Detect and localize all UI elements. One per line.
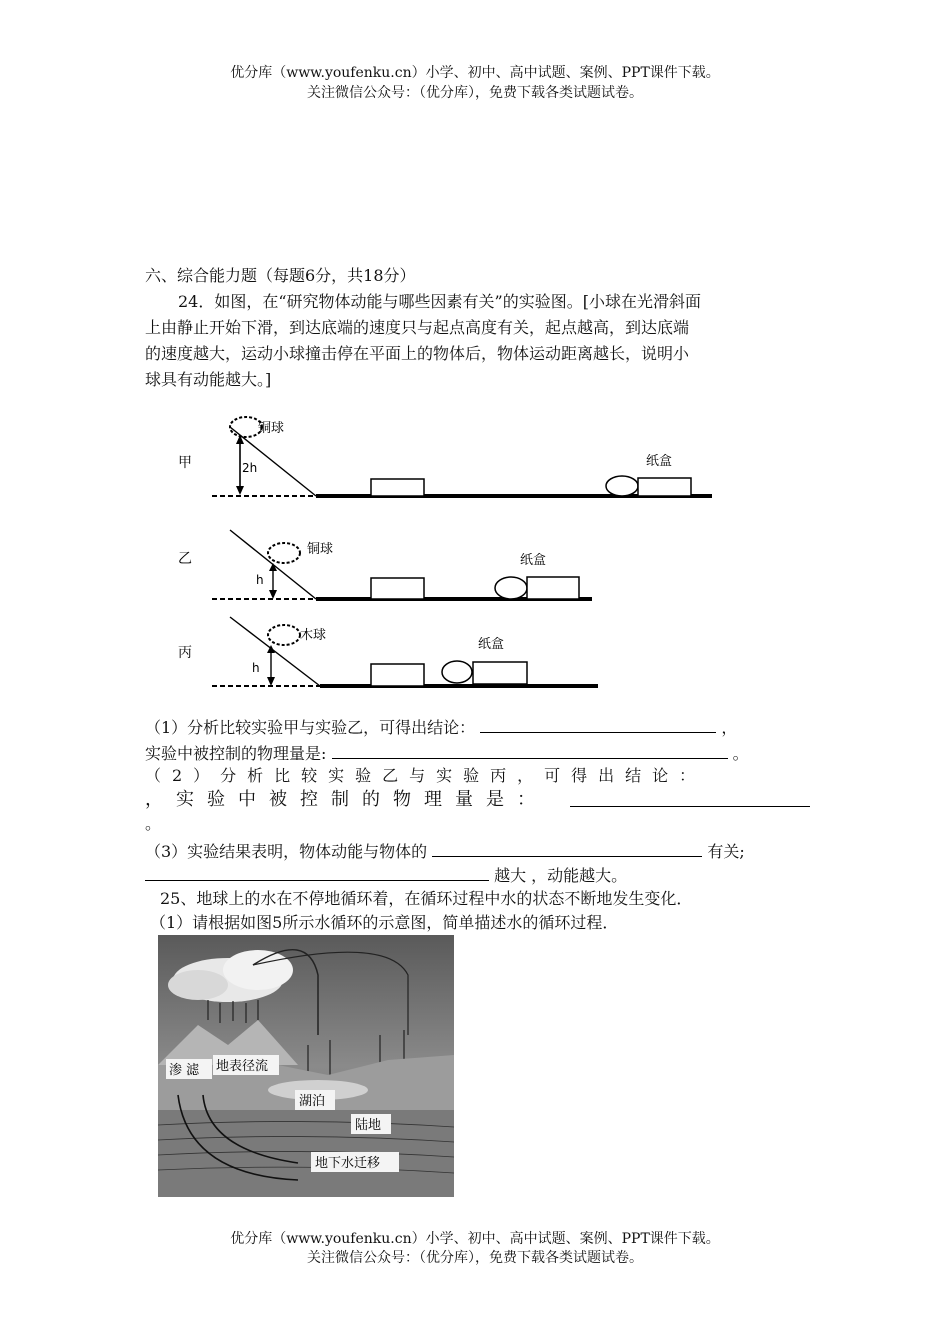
q24-sub1-period: 。 xyxy=(732,744,749,763)
box-initial xyxy=(371,664,424,686)
ball-end xyxy=(606,476,638,496)
q24-sub1-line-1 xyxy=(145,714,810,740)
q24-sub3-factor-blank[interactable] xyxy=(432,838,702,857)
kinetic-energy-experiment-figure xyxy=(170,405,730,705)
q25-sub1: （1）请根据如图5所示水循环的示意图，简单描述水的循环过程． xyxy=(150,913,619,932)
box-final xyxy=(527,577,579,599)
box-label: 纸盒 xyxy=(646,454,673,469)
box-label: 纸盒 xyxy=(478,637,505,652)
q24-sub2-period: 。 xyxy=(145,814,162,833)
label-runoff: 地表径流 xyxy=(216,1059,269,1074)
q24-sub3-tail: 越大 ，动能越大。 xyxy=(494,866,628,885)
q24-sub3-line-2 xyxy=(145,862,810,888)
q24-sub3-prompt: （3）实验结果表明，物体动能与物体的 xyxy=(145,842,428,861)
header-line-1: 优分库（www.youfenku.cn）小学、初中、高中试题、案例、PPT课件下载。 xyxy=(230,65,720,81)
footer-line-1: 优分库（www.youfenku.cn）小学、初中、高中试题、案例、PPT课件下载。 xyxy=(230,1231,720,1247)
label-lake: 湖泊 xyxy=(299,1094,326,1109)
height-label: h xyxy=(252,661,260,675)
row-label: 甲 xyxy=(178,455,192,471)
q24-sub2-controlled-blank[interactable] xyxy=(570,788,810,807)
label-groundwater: 地下水迁移 xyxy=(315,1156,381,1171)
height-label: h xyxy=(256,573,264,587)
q24-text-line-2: 上由静止开始下滑，到达底端的速度只与起点高度有关，起点越高，到达底端 xyxy=(145,318,690,337)
q24-sub3-larger-blank[interactable] xyxy=(145,862,489,881)
q24-sub2-line-2 xyxy=(145,788,810,812)
row-label: 丙 xyxy=(178,645,192,661)
water-cycle-figure xyxy=(158,935,454,1197)
q24-sub1-prompt: （1）分析比较实验甲与实验乙，可得出结论： xyxy=(145,718,476,737)
q24-sub1-controlled-prompt: 实验中被控制的物理量是: xyxy=(145,744,327,763)
ball-end xyxy=(495,577,527,599)
header-line-2: 关注微信公众号：（优分库），免费下载各类试题试卷。 xyxy=(307,85,643,101)
ball-label: 铜球 xyxy=(307,542,334,557)
q24-text-line-1: 24．如图，在“研究物体动能与哪些因素有关”的实验图。[小球在光滑斜面 xyxy=(178,292,701,311)
q24-text-line-3: 的速度越大，运动小球撞击停在平面上的物体后，物体运动距离越长，说明小 xyxy=(145,344,690,363)
q24-sub1-conclusion-blank[interactable] xyxy=(480,714,716,733)
box-label: 纸盒 xyxy=(520,553,547,568)
q25-text: 25、地球上的水在不停地循环着，在循环过程中水的状态不断地发生变化． xyxy=(160,889,693,908)
row-label: 乙 xyxy=(178,551,192,567)
ball-end xyxy=(442,661,472,683)
box-initial xyxy=(371,578,424,599)
wooden-ball-start xyxy=(268,625,300,645)
q24-sub2-controlled-prompt: ，实验中被控制的物理量是： xyxy=(145,789,548,810)
experiment-row-yi xyxy=(178,530,592,599)
height-label: 2h xyxy=(242,461,258,475)
label-land: 陆地 xyxy=(355,1118,382,1133)
footer-line-2: 关注微信公众号：（优分库），免费下载各类试题试卷。 xyxy=(307,1250,643,1266)
box-final xyxy=(638,478,691,496)
section-title: 六、综合能力题（每题6分，共18分） xyxy=(145,266,416,285)
q24-sub2-prompt: （2）分析比较实验乙与实验丙，可得出结论： xyxy=(145,766,707,785)
q24-sub3-related: 有关; xyxy=(707,842,745,861)
experiment-row-bing xyxy=(178,617,598,686)
q24-sub1-comma: ， xyxy=(721,718,738,737)
q24-sub1-line-2 xyxy=(145,740,810,766)
q24-text-line-4: 球具有动能越大。] xyxy=(145,370,272,389)
q24-sub1-controlled-blank[interactable] xyxy=(332,740,728,759)
label-seep: 渗 滤 xyxy=(169,1063,200,1078)
ball-label: 铜球 xyxy=(258,421,285,436)
q24-sub3-line-1 xyxy=(145,838,810,864)
ball-label: 木球 xyxy=(300,628,327,643)
box-initial xyxy=(371,479,424,496)
box-final xyxy=(473,662,527,684)
copper-ball-start xyxy=(268,543,300,563)
experiment-row-jia xyxy=(178,417,712,496)
